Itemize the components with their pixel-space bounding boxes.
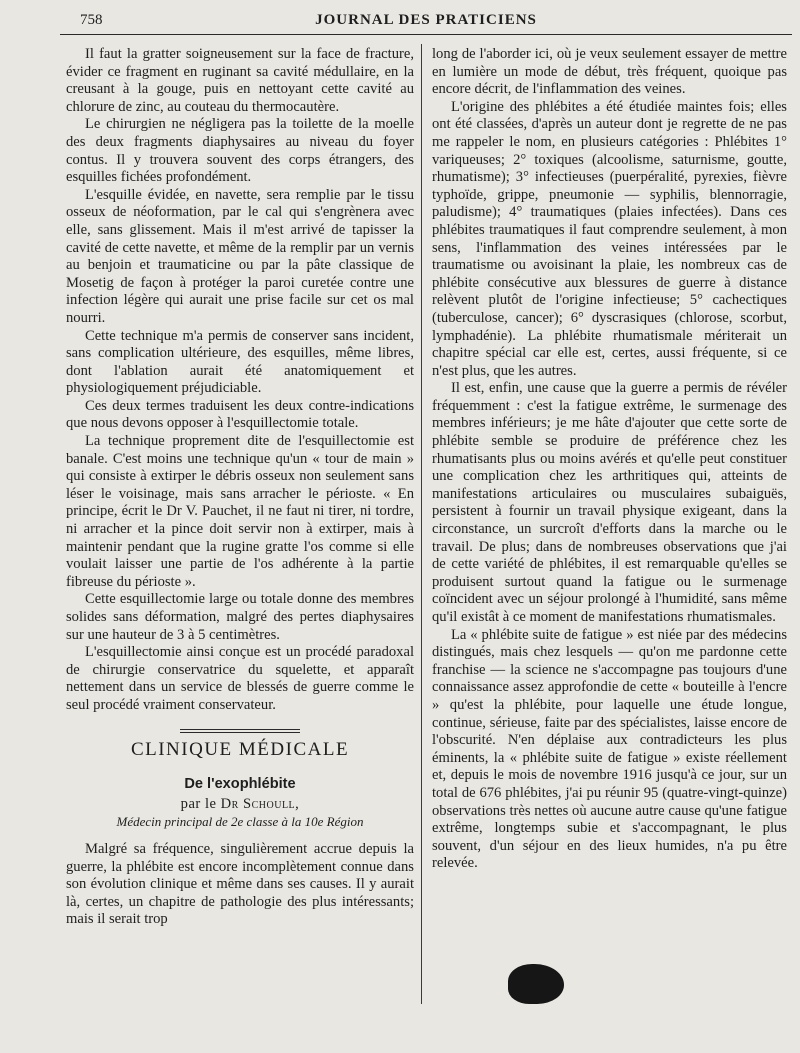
column-divider (421, 44, 422, 1004)
paragraph: La technique proprement dite de l'esquillectomie est banale. C'est moins une technique qu'un « tour de main » qui consiste à extirper le débris osseux non seulement sans léser le voisinage, mais sans arracher le périoste. « En principe, écrit le Dr V. Pauchet, il ne faut ni tirer, ni tordre, ni arracher et la pince doit servir non à extirper, mais à maintenir pendant que la rugine gratte l'os comme si elle voulait laisser une partie de l'os adhérente à la partie fibreuse du périoste ». (66, 433, 414, 590)
page-number: 758 (80, 12, 103, 28)
left-column (66, 46, 414, 929)
paragraph: L'esquille évidée, en navette, sera remplie par le tissu osseux de néoformation, par le cal qui s'engrènera avec elle, sans glissement. Mais il m'est arrivé de tapisser la cavité de cette navette, et même de la remplir par un vernis au benjoin et traumaticine ou par la pâte classique de Mosetig de façon à protéger la paroi curetée contre une infection légère qui aurait une prise facile sur cet os mal nourri. (66, 186, 414, 326)
page-header (60, 10, 792, 35)
paragraph: L'origine des phlébites a été étudiée maintes fois; elles ont été classées, d'après un auteur dont je regrette de ne pas me rappeler le nom, en plusieurs catégories : Phlébites 1° variqueuses; 2° toxiques (alcoolisme, saturnisme, goutte, rhumatisme); 3° infectieuses (puerpéralité, pyrexies, fièvre typhoïde, grippe, pneumonie — syphilis, blennorragie, paludisme); 4° traumatiques (plaies infectées). Dans ces phlébites traumatiques il faut comprendre seulement, à mon sens, l'inflammation des veines intéressées par le traumatisme ou avoisinant la plaie, les nombreux cas de phlébite consécutive aux blessures de guerre à distance relèvent plutôt de l'origine infectieuse; 5° cachectiques (tuberculose, cancer); 6° dyscrasiques (chlorose, scorbut, lymphadénie). La phlébite rhumatismale mériterait un chapitre spécial car elle est, certes, aussi fréquente, si ce n'est plus, que les autres. (432, 98, 787, 379)
right-column (432, 46, 787, 873)
byline (66, 796, 414, 814)
ink-blot (508, 964, 564, 1004)
author-name: Dr Schoull, (220, 795, 300, 812)
paragraph: Il est, enfin, une cause que la guerre a permis de révéler fréquemment : c'est la fatigue extrême, le surmenage des membres inférieurs; je me hâte d'ajouter que cette sorte de phlébite semble se produire de préférence chez les rhumatisants plus ou moins avérés et qu'elle peut constituer une complication chez les arthritiques qui, atteints de manifestations articulaires ou musculaires subaiguës, persistent à fournir un travail physique exigeant, dans la circonstance, un surcroît d'efforts dans la marche ou le travail. De plus; dans de nombreuses observations que j'ai de cette variété de phlébites, il est remarquable qu'elles se produisent surtout quand la fatigue ou le surmenage coïncident avec un séjour prolongé à l'humidité, sans même qu'il existât à ce moment de manifestations rhumatismales. (432, 380, 787, 625)
paragraph: long de l'aborder ici, où je veux seulement essayer de mettre en lumière un mode de début, très fréquent, quoique pas encore décrit, de l'inflammation des veines. (432, 46, 787, 98)
section-heading: CLINIQUE MÉDICALE (130, 738, 350, 760)
paragraph: Le chirurgien ne négligera pas la toilette de la moelle des deux fragments diaphysaires au niveau du foyer contus. Il y trouvera souvent des corps étrangers, des esquilles fichées profondément. (66, 116, 414, 186)
paragraph: La « phlébite suite de fatigue » est niée par des médecins distingués, mais chez lesquels — qu'on me pardonne cette franchise — la science ne s'accompagne pas toujours d'une connaissance assez approfondie de cette « bouteille à l'encre » qu'est la phlébite, pour laquelle une étude longue, continue, sérieuse, faite par des spécialistes, laisse encore de l'obscurité. N'en déplaise aux contradicteurs les plus éminents, la « phlébite suite de fatigue » existe réellement et, depuis le mois de novembre 1916 jusqu'à ce jour, sur un total de 676 phlébites, j'ai pu réunir 95 (quatre-vingt-quinze) observations très nettes où aucune autre cause qu'une fatigue extrême, longtemps subie et s'accompagnant, le plus souvent, d'un séjour en des lieux humides, n'a pu être relevée. (432, 626, 787, 872)
article-title: De l'exophlébite (184, 776, 296, 793)
byline-prefix: par le (180, 795, 217, 812)
author-affiliation: Médecin principal de 2e classe à la 10e Région (116, 814, 364, 830)
paragraph: Malgré sa fréquence, singulièrement accrue depuis la guerre, la phlébite est encore incomplètement connue dans son évolution clinique et même dans ses causes. Il y aurait là, certes, un chapitre de pathologie des plus intéressants; mais il serait trop (66, 840, 414, 928)
paragraph: Cette esquillectomie large ou totale donne des membres solides sans déformation, malgré des pertes diaphysaires sur une hauteur de 3 à 5 centimètres. (66, 591, 414, 643)
paragraph: L'esquillectomie ainsi conçue est un procédé paradoxal de chirurgie conservatrice du squelette, et apparaît nettement dans un service de blessés de guerre comme le seul procédé vraiment conservateur. (66, 644, 414, 713)
paragraph: Ces deux termes traduisent les deux contre-indications que nous devons opposer à l'esquillectomie totale. (66, 397, 414, 432)
section-rule (180, 729, 300, 733)
paragraph: Il faut la gratter soigneusement sur la face de fracture, évider ce fragment en ruginant sa cavité médullaire, en la creusant à la gouge, puis en nettoyant cette cavité au chlorure de zinc, au couteau du thermocautère. (66, 46, 414, 115)
journal-title: JOURNAL DES PRATICIENS (315, 12, 537, 28)
paragraph: Cette technique m'a permis de conserver sans incident, sans complication ultérieure, des esquilles, même libres, dont l'ablation aurait été anatomiquement et physiologiquement préjudiciable. (66, 327, 414, 397)
